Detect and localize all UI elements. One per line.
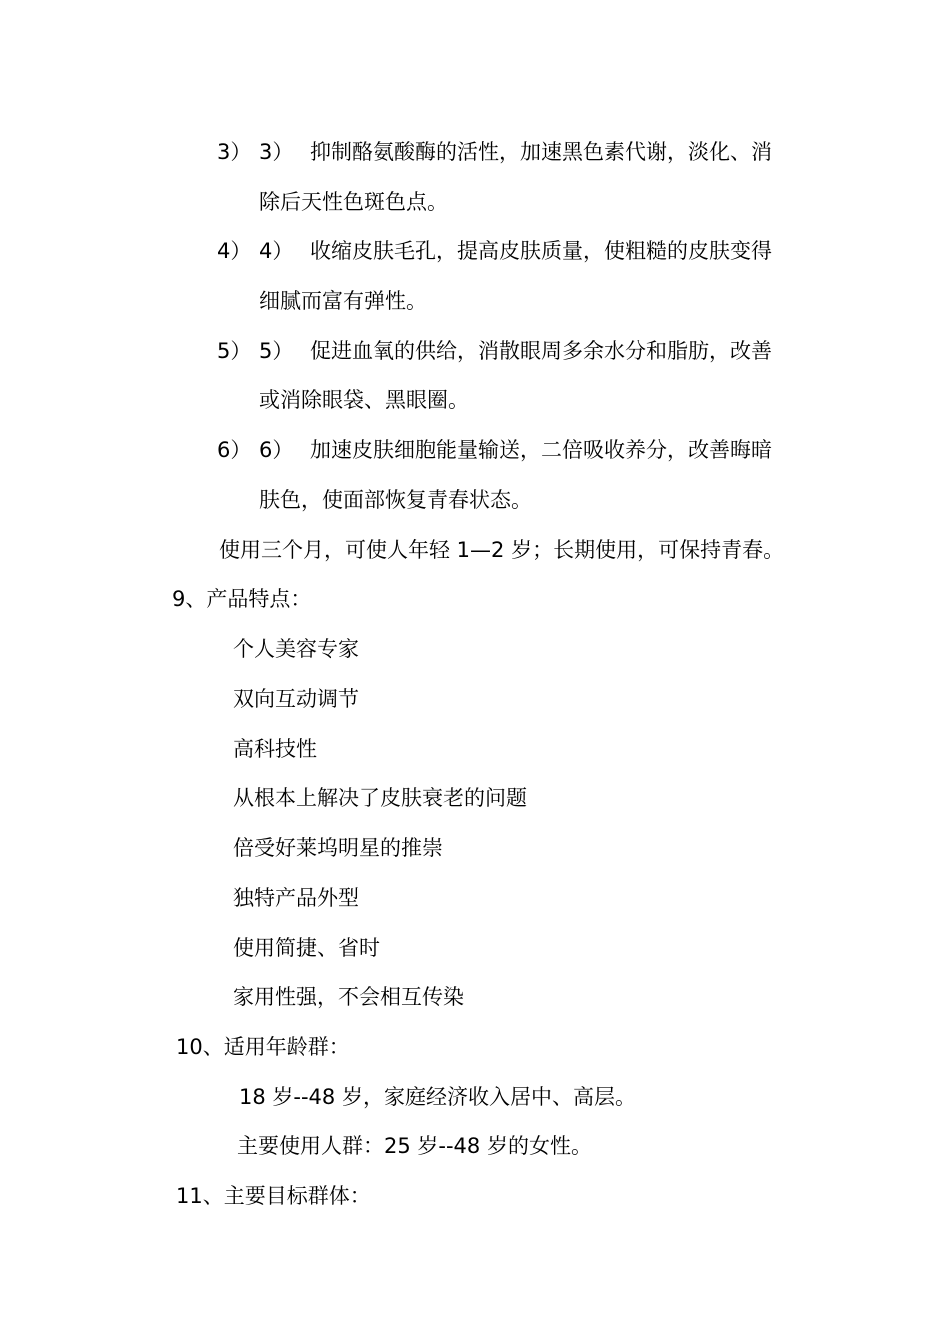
section-10-heading: 10、适用年龄群： bbox=[176, 1035, 350, 1059]
effect-5-text-line2: 或消除眼袋、黑眼圈。 bbox=[259, 388, 469, 412]
effect-5-outer-number: 5） bbox=[217, 339, 252, 363]
effect-5-inner-number: 5） bbox=[259, 339, 294, 363]
effect-3-inner-number: 3） bbox=[259, 140, 294, 164]
feature-item: 高科技性 bbox=[233, 737, 317, 761]
feature-item: 家用性强，不会相互传染 bbox=[233, 985, 464, 1009]
effect-4-outer-number: 4） bbox=[217, 239, 252, 263]
section-9-heading: 9、产品特点： bbox=[172, 587, 312, 611]
feature-item: 个人美容专家 bbox=[233, 637, 359, 661]
feature-item: 双向互动调节 bbox=[233, 687, 359, 711]
main-users-line: 主要使用人群：25 岁--48 岁的女性。 bbox=[237, 1134, 592, 1158]
feature-item: 使用简捷、省时 bbox=[233, 936, 380, 960]
feature-item: 独特产品外型 bbox=[233, 886, 359, 910]
age-range-line: 18 岁--48 岁，家庭经济收入居中、高层。 bbox=[239, 1085, 636, 1109]
effect-6-inner-number: 6） bbox=[259, 438, 294, 462]
effect-5-text-line1: 促进血氧的供给，消散眼周多余水分和脂肪，改善 bbox=[310, 339, 772, 363]
feature-item: 倍受好莱坞明星的推崇 bbox=[233, 836, 443, 860]
effect-3-outer-number: 3） bbox=[217, 140, 252, 164]
section-11-heading: 11、主要目标群体： bbox=[176, 1184, 371, 1208]
effect-3-text-line1: 抑制酪氨酸酶的活性，加速黑色素代谢，淡化、消 bbox=[310, 140, 772, 164]
effect-6-text-line1: 加速皮肤细胞能量输送，二倍吸收养分，改善晦暗 bbox=[310, 438, 772, 462]
usage-note: 使用三个月，可使人年轻 1—2 岁；长期使用，可保持青春。 bbox=[219, 538, 785, 562]
effect-6-outer-number: 6） bbox=[217, 438, 252, 462]
effect-4-text-line1: 收缩皮肤毛孔，提高皮肤质量，使粗糙的皮肤变得 bbox=[310, 239, 772, 263]
feature-item: 从根本上解决了皮肤衰老的问题 bbox=[233, 786, 527, 810]
effect-4-inner-number: 4） bbox=[259, 239, 294, 263]
effect-4-text-line2: 细腻而富有弹性。 bbox=[259, 289, 427, 313]
effect-3-text-line2: 除后天性色斑色点。 bbox=[259, 190, 448, 214]
effect-6-text-line2: 肤色，使面部恢复青春状态。 bbox=[259, 488, 532, 512]
